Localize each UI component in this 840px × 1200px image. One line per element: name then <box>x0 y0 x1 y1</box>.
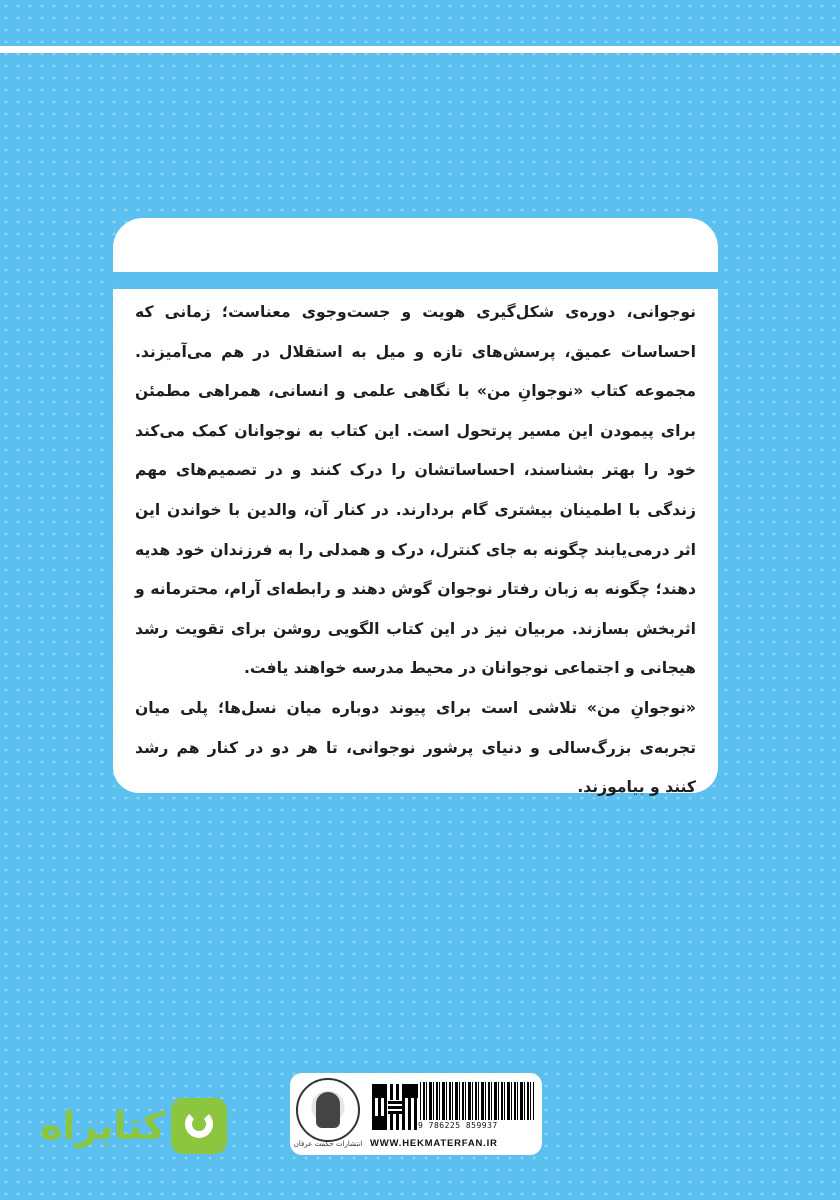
isbn-number: 9 786225 859937 <box>418 1121 498 1130</box>
card-header-gap <box>113 272 718 288</box>
publisher-seal-label: انتشارات حکمت عرفان <box>293 1140 363 1148</box>
isbn-barcode-icon <box>420 1082 534 1120</box>
top-divider-line <box>0 46 840 53</box>
ketabrah-brand <box>40 1096 227 1156</box>
qr-code-icon <box>370 1082 420 1132</box>
description-card <box>113 289 718 797</box>
ketabrah-name: کتابراه <box>40 1104 166 1148</box>
publisher-seal-icon <box>296 1078 360 1142</box>
portrait-icon <box>316 1092 340 1128</box>
description-paragraph-2: «نوجوانِ من» تلاشی است برای پیوند دوباره میان نسل‌ها؛ پلی میان تجربه‌ی بزرگ‌سالی و دنیای پرشور نوجوانی، تا هر دو در کنار هم رشد کنند و بیاموزند. <box>135 698 696 797</box>
publisher-website: WWW.HEKMATERFAN.IR <box>370 1138 498 1149</box>
ketabrah-logo-icon <box>171 1098 227 1154</box>
top-stripe <box>0 0 840 50</box>
description-paragraph-1: نوجوانی، دوره‌ی شکل‌گیری هویت و جست‌وجوی معناست؛ زمانی که احساسات عمیق، پرسش‌های تازه و میل به استقلال در هم می‌آمیزند. مجموعه کتاب «نوجوانِ من» با نگاهی علمی و انسانی، همراهی مطمئن برای پیمودن این مسیر پرتحول است. این کتاب به نوجوانان کمک می‌کند خود را بهتر بشناسند، احساساتشان را درک کنند و در تصمیم‌های مهم زندگی با اطمینان بیشتری گام بردارند. در کنار آن، والدین با خواندن این اثر درمی‌یابند چگونه به جای کنترل، درک و همدلی را به فرزندان خود هدیه دهند؛ چگونه به زبان رفتار نوجوان گوش دهند و رابطه‌ای آرام، محترمانه و اثربخش بسازند. مربیان نیز در این کتاب الگویی روشن برای تقویت رشد هیجانی و اجتماعی نوجوانان در محیط مدرسه خواهند یافت. <box>135 303 696 678</box>
